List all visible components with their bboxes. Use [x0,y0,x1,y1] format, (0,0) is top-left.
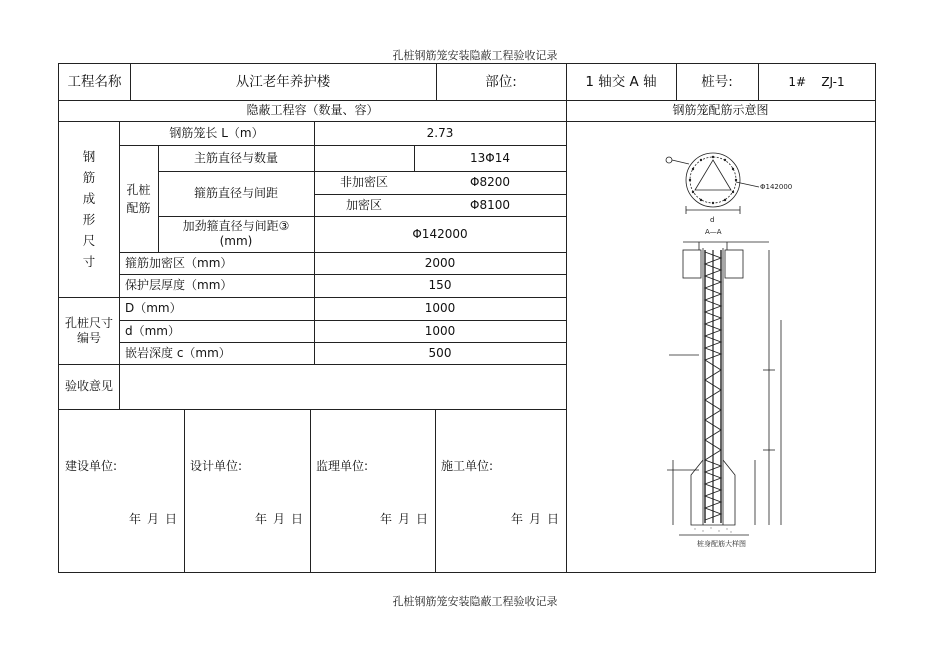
record-table [58,63,876,573]
rebar-shape-group-label: 钢 筋 成 形 尺 寸 [82,149,96,269]
pile-label: 桩号: [701,73,733,90]
c-label: 嵌岩深度 c（mm） [125,345,231,360]
acceptance-field[interactable] [119,364,566,409]
D-value: 1000 [424,301,456,315]
stirrup-label: 箍筋直径与间距 [193,186,278,200]
footer-title: 孔桩钢筋笼安装隐蔽工程验收记录 [392,595,558,608]
divider [184,409,185,572]
d-mark: d [710,216,715,224]
divider [59,409,566,410]
d-label: d（mm） [125,323,180,338]
non-dense-value: Φ8200 [470,175,510,189]
project-name-value: 从江老年养护楼 [235,73,331,90]
diagram-heading: 钢筋笼配筋示意图 [672,103,769,117]
location-label: 部位: [485,73,517,90]
acceptance-label: 验收意见 [64,379,113,393]
main-bar-label: 主筋直径与数量 [193,150,278,165]
divider [435,409,436,572]
cross-section [666,153,759,214]
cover-value: 150 [428,278,452,292]
pile-value: 1# ZJ-1 [788,74,845,89]
construction-contractor-label: 施工单位: [441,459,494,473]
c-value: 500 [428,345,452,360]
page-title: 孔桩钢筋笼安装隐蔽工程验收记录 [392,49,558,62]
supervision-unit-label: 监理单位: [316,459,369,473]
diagram-caption: 桩身配筋大样图 [697,540,746,548]
design-unit-date: 年 月 日 [255,512,304,526]
construction-contractor-date: 年 月 日 [511,512,560,526]
dense-zone-value: 2000 [424,255,456,270]
cage-length-value: 2.73 [426,125,454,140]
pile-elevation [667,242,781,535]
dense-zone-label: 箍筋加密区（mm） [125,255,233,270]
location-value: 1 轴交 A 轴 [585,73,657,90]
stiffener-value: Φ142000 [412,226,468,241]
D-label: D（mm） [125,301,182,315]
pile-base-hatch [694,527,731,532]
cage-length-label: 钢筋笼长 L（m） [169,125,264,140]
non-dense-label: 非加密区 [339,175,388,189]
divider [566,64,567,572]
main-bar-value: 13Φ14 [470,150,510,165]
project-name-label: 工程名称 [67,73,122,90]
design-unit-label: 设计单位: [190,459,243,473]
cover-label: 保护层厚度（mm） [125,278,233,292]
construction-unit-date: 年 月 日 [129,512,178,526]
d-value: 1000 [424,323,456,338]
pile-rebar-label: 孔桩配筋 [126,182,151,215]
construction-unit-label: 建设单位: [65,459,118,473]
stiffener-note: Φ142000 [760,183,793,191]
section-mark: A—A [705,228,722,236]
rebar-cage-diagram [659,130,849,560]
hidden-work-heading: 隐蔽工程容（数量、容） [246,103,379,117]
stiffener-label: 加劲箍直径与间距③ (mm) [182,219,290,248]
supervision-unit-date: 年 月 日 [380,512,429,526]
divider [310,409,311,572]
dense-value: Φ8100 [470,197,510,212]
pile-size-group-label: 孔桩尺寸 编号 [64,315,113,345]
dense-label: 加密区 [345,197,382,212]
